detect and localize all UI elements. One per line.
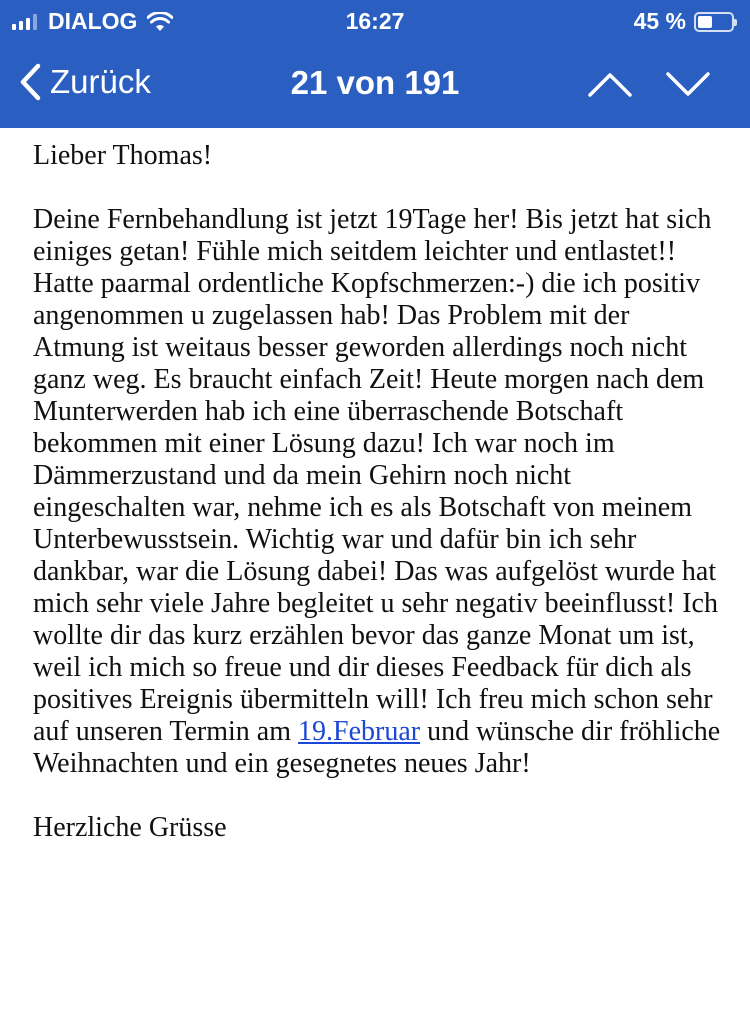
battery-group: [634, 8, 734, 35]
navigation-bar: [0, 48, 750, 124]
battery-percent: 45 %: [633, 8, 686, 34]
date-link[interactable]: 19.Februar: [298, 716, 421, 747]
greeting: Lieber Thomas!: [33, 140, 213, 171]
closing: Herzliche Grüsse: [33, 812, 227, 843]
carrier-name: DIALOG: [48, 8, 138, 34]
message-text-part2: und wünsche dir fröhliche Weihnachten und ein gesegnetes neues Jahr!: [33, 716, 721, 779]
battery-fill: [698, 16, 712, 28]
next-message-button[interactable]: [665, 70, 711, 98]
battery-icon: [694, 12, 734, 32]
message-text-part1: Deine Fernbehandlung ist jetzt 19Tage her! Bis jetzt hat sich einiges getan! Fühle mich seitdem leichter und entlastet!! Hatte paarmal ordentliche Kopfschmerzen:-) die ich positiv angenommen u zugelassen hab! Das Problem mit der Atmung ist weitaus besser geworden allerdings noch nicht ganz weg. Es braucht einfach Zeit! Heute morgen nach dem Munterwerden hab ich eine überraschende Botschaft bekommen mit einer Lösung dazu! Ich war noch im Dämmerzustand und da mein Gehirn noch nicht eingeschalten war, nehme ich es als Botschaft von meinem Unterbewusstsein. Wichtig war und dafür bin ich sehr dankbar, war die Lösung dabei! Das was aufgelöst wurde hat mich sehr viele Jahre begleitet u sehr negativ beeinflusst! Ich wollte dir das kurz erzählen bevor das ganze Monat um ist, weil ich mich so freue und dir dieses Feedback für dich als positives Ereignis übermitteln will! Ich freu mich schon sehr auf unseren Termin am: [33, 204, 718, 747]
status-time: 16:27: [345, 8, 405, 34]
top-bar: [0, 0, 750, 128]
status-bar: [0, 0, 750, 44]
back-label: Zurück: [50, 63, 151, 100]
previous-message-button[interactable]: [587, 70, 633, 98]
message-position-title: 21 von 191: [290, 64, 460, 101]
message-body: [33, 140, 723, 844]
message-paragraph: [33, 204, 723, 780]
